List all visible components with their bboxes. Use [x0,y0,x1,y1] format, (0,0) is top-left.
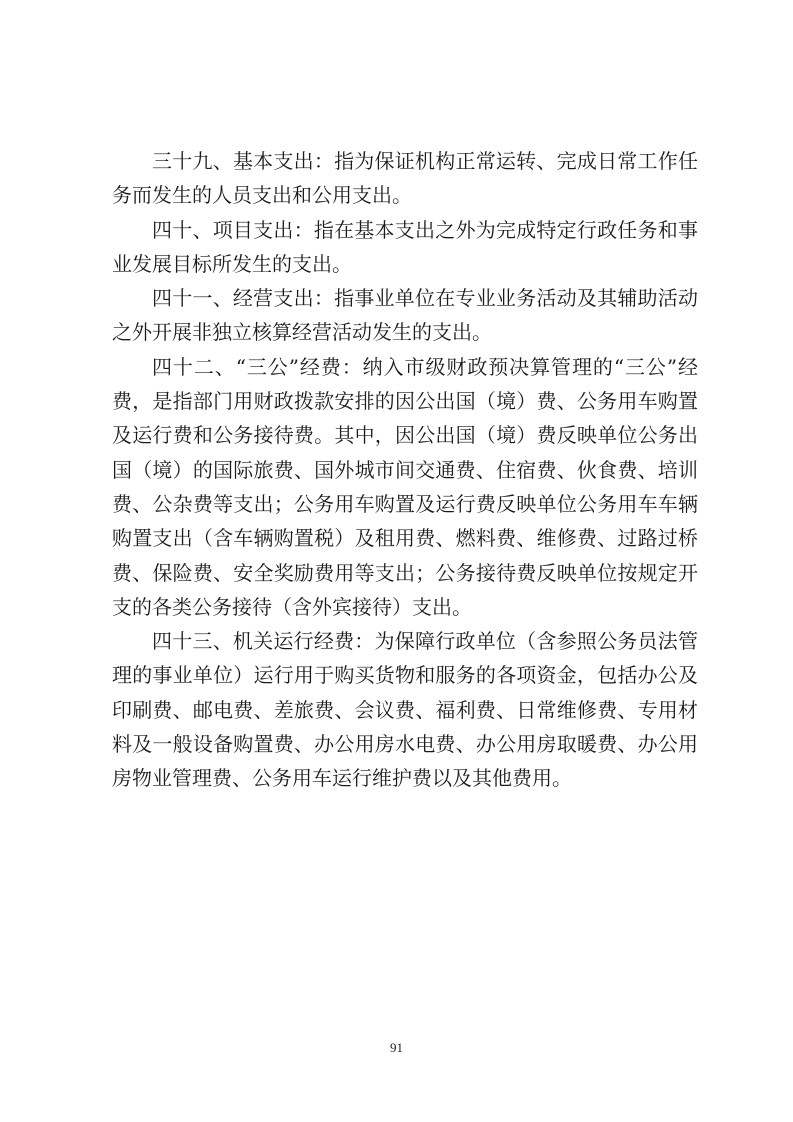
paragraph-project-expenditure: 四十、项目支出：指在基本支出之外为完成特定行政任务和事业发展目标所发生的支出。 [112,217,698,276]
paragraph-operating-expenditure: 四十一、经营支出：指事业单位在专业业务活动及其辅助活动之外开展非独立核算经营活动发生的支出。 [112,286,698,345]
paragraph-agency-operating-expenses: 四十三、机关运行经费：为保障行政单位（含参照公务员法管理的事业单位）运行用于购买货物和服务的各项资金，包括办公及印刷费、邮电费、差旅费、会议费、福利费、日常维修费、专用材料及一般设备购置费、办公用房水电费、办公用房取暖费、办公用房物业管理费、公务用车运行维护费以及其他费用。 [112,629,698,791]
document-body [112,144,698,796]
paragraph-basic-expenditure: 三十九、基本支出：指为保证机构正常运转、完成日常工作任务而发生的人员支出和公用支出。 [112,149,698,208]
paragraph-three-public-expenses: 四十二、“三公”经费：纳入市级财政预决算管理的“三公”经费，是指部门用财政拨款安排的因公出国（境）费、公务用车购置及运行费和公务接待费。其中，因公出国（境）费反映单位公务出国（境）的国际旅费、国外城市间交通费、住宿费、伙食费、培训费、公杂费等支出；公务用车购置及运行费反映单位公务用车车辆购置支出（含车辆购置税）及租用费、燃料费、维修费、过路过桥费、保险费、安全奖励费用等支出；公务接待费反映单位按规定开支的各类公务接待（含外宾接待）支出。 [112,354,698,619]
page-number: 91 [390,1040,403,1055]
